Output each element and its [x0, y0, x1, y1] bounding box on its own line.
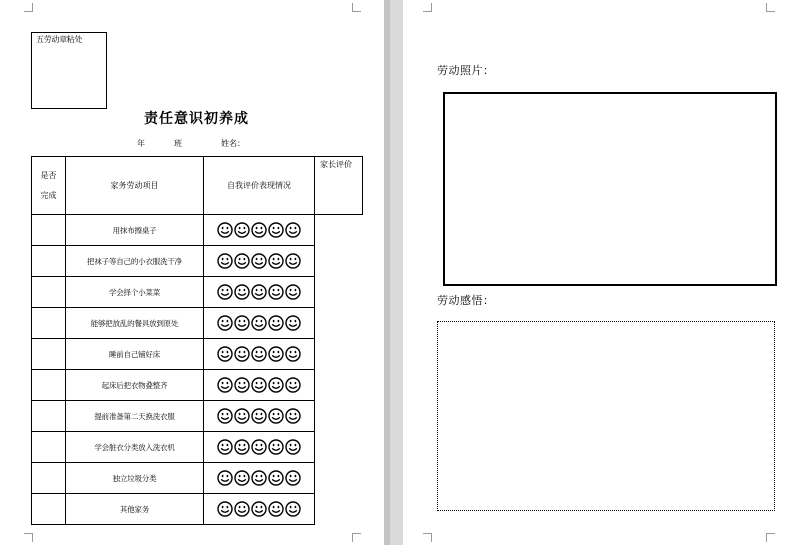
smiley-face-icon[interactable] [285, 315, 301, 331]
smiley-face-icon[interactable] [234, 439, 250, 455]
smiley-face-icon[interactable] [217, 222, 233, 238]
smiley-rating[interactable] [217, 346, 301, 362]
smiley-face-icon[interactable] [285, 253, 301, 269]
table-row [32, 277, 363, 308]
crop-mark [352, 3, 361, 12]
task-cell: 学会脏衣分类放入洗衣机 [66, 432, 204, 463]
smiley-face-icon[interactable] [268, 439, 284, 455]
crop-mark [766, 533, 775, 542]
table-row [32, 246, 363, 277]
smiley-face-icon[interactable] [268, 346, 284, 362]
chores-table [31, 156, 363, 525]
smiley-face-icon[interactable] [268, 284, 284, 300]
done-cell[interactable] [32, 432, 66, 463]
self-eval-cell [204, 339, 315, 370]
task-cell: 提前准备第二天换洗衣服 [66, 401, 204, 432]
grade-label: 年 [137, 139, 145, 148]
task-cell: 能够把放乱的餐具放到原处 [66, 308, 204, 339]
self-eval-cell [204, 432, 315, 463]
smiley-face-icon[interactable] [234, 346, 250, 362]
task-cell: 其他家务 [66, 494, 204, 525]
left-page [0, 0, 384, 545]
smiley-rating[interactable] [217, 253, 301, 269]
smiley-face-icon[interactable] [217, 284, 233, 300]
done-cell[interactable] [32, 215, 66, 246]
smiley-face-icon[interactable] [285, 470, 301, 486]
done-cell[interactable] [32, 308, 66, 339]
task-cell: 睡前自己铺好床 [66, 339, 204, 370]
smiley-face-icon[interactable] [234, 470, 250, 486]
smiley-face-icon[interactable] [285, 377, 301, 393]
smiley-face-icon[interactable] [217, 501, 233, 517]
smiley-rating[interactable] [217, 408, 301, 424]
smiley-face-icon[interactable] [217, 346, 233, 362]
smiley-face-icon[interactable] [285, 284, 301, 300]
photo-box[interactable] [443, 92, 777, 286]
smiley-face-icon[interactable] [268, 377, 284, 393]
feeling-label: 劳动感悟： [437, 294, 495, 307]
smiley-face-icon[interactable] [251, 346, 267, 362]
self-eval-cell [204, 463, 315, 494]
smiley-face-icon[interactable] [268, 315, 284, 331]
smiley-face-icon[interactable] [217, 470, 233, 486]
smiley-face-icon[interactable] [285, 408, 301, 424]
smiley-face-icon[interactable] [217, 408, 233, 424]
smiley-face-icon[interactable] [251, 408, 267, 424]
smiley-face-icon[interactable] [234, 284, 250, 300]
smiley-face-icon[interactable] [251, 222, 267, 238]
feeling-box[interactable] [437, 321, 775, 511]
smiley-face-icon[interactable] [234, 315, 250, 331]
task-cell: 学会择个小菜菜 [66, 277, 204, 308]
smiley-face-icon[interactable] [234, 501, 250, 517]
smiley-face-icon[interactable] [234, 222, 250, 238]
self-eval-cell [204, 370, 315, 401]
task-cell: 用抹布擦桌子 [66, 215, 204, 246]
smiley-face-icon[interactable] [251, 284, 267, 300]
smiley-face-icon[interactable] [268, 222, 284, 238]
page-gutter [384, 0, 403, 545]
table-row [32, 494, 363, 525]
stamp-label: 五劳动章粘处 [36, 35, 83, 44]
smiley-face-icon[interactable] [268, 408, 284, 424]
smiley-face-icon[interactable] [285, 346, 301, 362]
table-row [32, 215, 363, 246]
smiley-rating[interactable] [217, 377, 301, 393]
table-row [32, 370, 363, 401]
smiley-rating[interactable] [217, 284, 301, 300]
photo-label: 劳动照片： [437, 64, 495, 77]
crop-mark [24, 533, 33, 542]
header-parent-eval: 家长评价 [315, 157, 363, 215]
smiley-face-icon[interactable] [285, 501, 301, 517]
smiley-face-icon[interactable] [251, 501, 267, 517]
smiley-rating[interactable] [217, 439, 301, 455]
table-row [32, 308, 363, 339]
header-self-eval: 自我评价表现情况 [204, 157, 315, 215]
smiley-face-icon[interactable] [285, 439, 301, 455]
task-cell: 起床后把衣物叠整齐 [66, 370, 204, 401]
smiley-face-icon[interactable] [285, 222, 301, 238]
header-task: 家务劳动项目 [66, 157, 204, 215]
smiley-face-icon[interactable] [234, 408, 250, 424]
smiley-rating[interactable] [217, 315, 301, 331]
smiley-face-icon[interactable] [251, 470, 267, 486]
smiley-face-icon[interactable] [217, 439, 233, 455]
table-header-row [32, 157, 363, 215]
smiley-face-icon[interactable] [234, 377, 250, 393]
self-eval-cell [204, 246, 315, 277]
done-cell[interactable] [32, 277, 66, 308]
self-eval-cell [204, 215, 315, 246]
done-cell[interactable] [32, 463, 66, 494]
smiley-face-icon[interactable] [234, 253, 250, 269]
self-eval-cell [204, 401, 315, 432]
smiley-face-icon[interactable] [268, 253, 284, 269]
smiley-face-icon[interactable] [217, 377, 233, 393]
table-row [32, 432, 363, 463]
smiley-rating[interactable] [217, 222, 301, 238]
crop-mark [423, 3, 432, 12]
smiley-face-icon[interactable] [251, 377, 267, 393]
smiley-face-icon[interactable] [251, 315, 267, 331]
page-title: 责任意识初养成 [144, 111, 249, 127]
name-label: 姓名： [221, 139, 245, 148]
class-label: 班 [174, 139, 182, 148]
self-eval-cell [204, 277, 315, 308]
self-eval-cell [204, 308, 315, 339]
labor-badge-stamp-box [31, 32, 107, 109]
done-cell[interactable] [32, 370, 66, 401]
done-cell[interactable] [32, 401, 66, 432]
crop-mark [423, 533, 432, 542]
smiley-rating[interactable] [217, 470, 301, 486]
task-cell: 把袜子等自己的小衣服洗干净 [66, 246, 204, 277]
table-row [32, 463, 363, 494]
done-cell[interactable] [32, 339, 66, 370]
self-eval-cell [204, 494, 315, 525]
smiley-face-icon[interactable] [217, 315, 233, 331]
smiley-face-icon[interactable] [251, 439, 267, 455]
smiley-face-icon[interactable] [268, 470, 284, 486]
header-done: 是否 完成 [32, 157, 66, 215]
table-row [32, 339, 363, 370]
smiley-rating[interactable] [217, 501, 301, 517]
smiley-face-icon[interactable] [217, 253, 233, 269]
smiley-face-icon[interactable] [251, 253, 267, 269]
table-row [32, 401, 363, 432]
crop-mark [24, 3, 33, 12]
done-cell[interactable] [32, 494, 66, 525]
crop-mark [766, 3, 775, 12]
smiley-face-icon[interactable] [268, 501, 284, 517]
task-cell: 独立垃圾分类 [66, 463, 204, 494]
done-cell[interactable] [32, 246, 66, 277]
crop-mark [352, 533, 361, 542]
